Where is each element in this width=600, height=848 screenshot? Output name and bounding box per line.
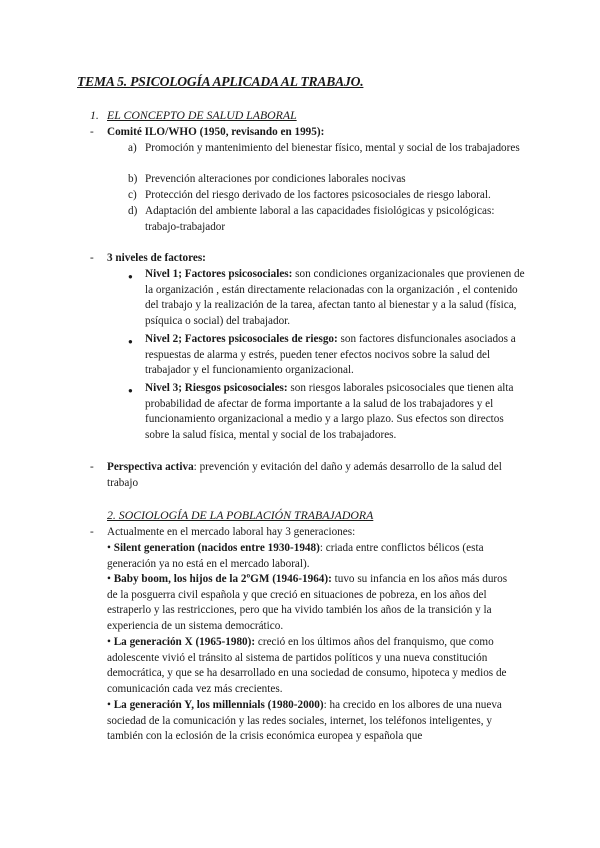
perspective-dash: - <box>90 461 94 473</box>
generation-y-bullet: • <box>107 699 114 711</box>
item-b-letter: b) <box>128 173 138 185</box>
generation-baby-boom-body: tuvo su infancia en los años más duros de la posguerra civil española y que creció en situaciones de pobreza, en los años del estraperlo y las restricciones, pero que ha vivido también los años de la transición y la experiencia de un sistema democrático. <box>107 573 508 632</box>
generation-silent-label: Silent generation (nacidos entre 1930-1948) <box>113 542 320 554</box>
perspective-text <box>107 460 517 491</box>
level-2-body: son factores disfuncionales asociados a respuestas de alarma y estrés, pueden tener efectos nocivos sobre la salud del trabajador y el funcionamiento organizacional. <box>145 333 516 377</box>
item-c-text: Protección del riesgo derivado de los factores psicosociales de riesgo laboral. <box>145 189 491 201</box>
generation-x-label: La generación X (1965-1980): <box>113 636 256 648</box>
level-2-text <box>145 332 525 379</box>
intro-dash: - <box>90 526 94 538</box>
committee-label: Comité ILO/WHO (1950, revisando en 1995): <box>107 126 325 138</box>
section-1-number: 1. <box>90 108 99 122</box>
generation-baby-boom-label: Baby boom, los hijos de la 2ºGM (1946-1964): <box>113 573 332 585</box>
item-a-text: Promoción y mantenimiento del bienestar físico, mental y social de los trabajadores <box>145 142 520 154</box>
level-1-bullet: ● <box>128 272 133 281</box>
level-1-text <box>145 267 525 329</box>
item-a-letter: a) <box>128 142 137 154</box>
level-1-body: son condiciones organizacionales que provienen de la organización , están directamente relacionadas con la organización , el contenido del trabajo y la realización de la tarea, afectan tanto al bienestar y a la salud (física, psíquica o social) del trabajador. <box>145 268 525 327</box>
item-b-text: Prevención alteraciones por condiciones laborales nocivas <box>145 173 406 185</box>
generation-y-body: : ha crecido en los albores de una nueva sociedad de la comunicación y las redes sociales, internet, los teléfonos inteligentes, y también con la eclosión de la crisis económica europea y española que <box>107 699 502 743</box>
item-d-letter: d) <box>128 205 138 217</box>
generations-intro: Actualmente en el mercado laboral hay 3 generaciones: <box>107 526 356 538</box>
generation-silent-body: : criada entre conflictos bélicos (esta generación ya no está en el mercado laboral). <box>107 542 484 570</box>
document-title: TEMA 5. PSICOLOGÍA APLICADA AL TRABAJO. <box>77 74 364 89</box>
level-3-label: Nivel 3; Riesgos psicosociales: <box>145 382 288 394</box>
level-3-body: son riesgos laborales psicosociales que tienen alta probabilidad de afectar de forma importante a la salud de los trabajadores y el funcionamiento organizacional a medio y a largo plazo. Sus efectos son directos sobre la salud física, mental y social de los trabajadores. <box>145 382 514 441</box>
levels-label: 3 niveles de factores: <box>107 252 206 264</box>
generation-y-label: La generación Y, los millennials (1980-2000) <box>113 699 324 711</box>
level-3-text <box>145 381 525 443</box>
generation-x-body: creció en los últimos años del franquismo, que como adolescente vivió el tránsito al sistema de partidos políticos y una nueva constitución democrática, y que se ha desarrollado en una sociedad de consumo, hipoteca y medios de comunicación cada vez más crecientes. <box>107 636 507 695</box>
level-3-bullet: ● <box>128 386 133 395</box>
item-d-text: Adaptación del ambiente laboral a las capacidades fisiológicas y psicológicas: trabajo-trabajador <box>145 205 495 233</box>
perspective-body: : prevención y evitación del daño y además desarrollo de la salud del trabajo <box>107 461 502 489</box>
section-2-heading: 2. SOCIOLOGÍA DE LA POBLACIÓN TRABAJADORA <box>107 508 374 522</box>
generation-y <box>107 698 519 745</box>
level-1-label: Nivel 1; Factores psicosociales: <box>145 268 293 280</box>
generation-x-bullet: • <box>107 636 114 648</box>
item-c-letter: c) <box>128 189 137 201</box>
committee-dash: - <box>90 126 94 138</box>
section-1-heading: EL CONCEPTO DE SALUD LABORAL <box>107 108 297 122</box>
generation-silent-bullet: • <box>107 542 114 554</box>
level-2-label: Nivel 2; Factores psicosociales de riesgo: <box>145 333 338 345</box>
levels-dash: - <box>90 252 94 264</box>
generation-baby-boom-bullet: • <box>107 573 114 585</box>
generation-x <box>107 635 519 697</box>
generation-baby-boom <box>107 572 519 634</box>
level-2-bullet: ● <box>128 337 133 346</box>
perspective-label: Perspectiva activa <box>107 461 194 473</box>
generation-silent <box>107 541 519 572</box>
